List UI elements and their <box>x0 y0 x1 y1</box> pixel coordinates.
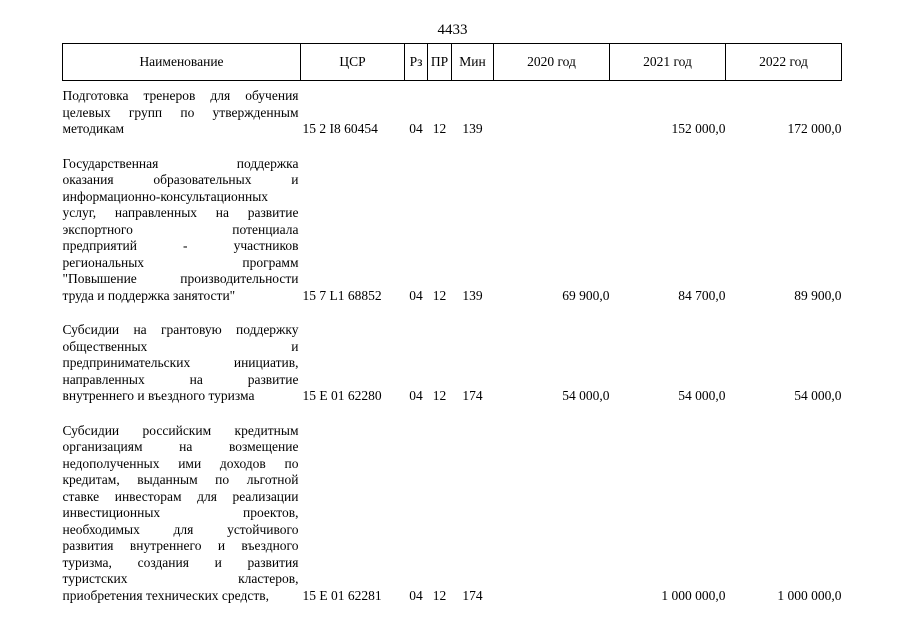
row-csr: 15 7 L1 68852 <box>302 287 382 303</box>
row-value-2022: 1 000 000,0 <box>777 587 842 603</box>
row-min: 174 <box>462 587 483 603</box>
row-csr: 15 2 I8 60454 <box>302 121 378 136</box>
row-rz: 04 <box>409 388 423 403</box>
row-rz: 04 <box>409 587 423 603</box>
row-name-line: предприятий - участников <box>62 238 299 253</box>
row-value-2021: 152 000,0 <box>671 121 726 136</box>
header-pr: ПР <box>428 44 452 81</box>
header-2022: 2022 год <box>726 44 842 81</box>
row-csr: 15 E 01 62280 <box>302 388 382 403</box>
table-body <box>63 81 842 605</box>
row-name-line: целевых групп по утвержденным <box>62 104 299 120</box>
row-name-line: организациям на возмещение <box>62 439 299 454</box>
table-row <box>63 423 842 605</box>
row-name-line: Подготовка тренеров для обучения <box>62 88 299 103</box>
row-pr: 12 <box>432 388 447 403</box>
budget-table <box>62 43 842 604</box>
table-row <box>63 156 842 323</box>
row-name-line: туризма, создания и развития <box>62 554 299 570</box>
page-number: 4433 <box>437 22 468 38</box>
table-row <box>63 322 842 423</box>
row-value-2021: 1 000 000,0 <box>661 587 726 603</box>
header-min: Мин <box>452 44 494 81</box>
row-name-line: методикам <box>62 121 125 136</box>
row-name-line: оказания образовательных и <box>62 172 299 187</box>
row-name-line: развития внутреннего и въездного <box>62 538 299 553</box>
header-rz: Рз <box>405 44 428 81</box>
header-name: Наименование <box>63 44 301 81</box>
row-name-line: приобретения технических средств, <box>62 587 269 603</box>
row-name-line: кредитам, выданным по льготной <box>62 472 299 487</box>
row-pr: 12 <box>432 121 447 136</box>
row-rz: 04 <box>409 287 423 303</box>
row-value-2020: 69 900,0 <box>562 287 610 303</box>
row-name-line: экспортного потенциала <box>62 221 299 237</box>
row-pr: 12 <box>432 587 447 603</box>
row-name-line: информационно-консультационных <box>62 188 269 204</box>
row-name-line: общественных и <box>62 338 299 354</box>
row-name-line: ставке инвесторам для реализации <box>62 488 299 504</box>
row-name <box>63 156 301 323</box>
header-2021: 2021 год <box>610 44 726 81</box>
row-name <box>63 81 301 156</box>
row-min: 174 <box>462 388 483 403</box>
row-name-line: необходимых для устойчивого <box>62 521 299 537</box>
row-value-2020 <box>494 423 610 605</box>
header-2020: 2020 год <box>494 44 610 81</box>
row-value-2021: 84 700,0 <box>678 287 726 303</box>
row-name-line: недополученных ими доходов по <box>62 455 299 471</box>
row-value-2022: 54 000,0 <box>794 388 842 403</box>
row-value-2022: 89 900,0 <box>794 287 842 303</box>
row-name-line: туристских кластеров, <box>62 571 299 586</box>
row-name-line: Субсидии российским кредитным <box>62 422 299 438</box>
row-pr: 12 <box>432 287 447 303</box>
row-value-2022: 172 000,0 <box>787 121 842 136</box>
table-row <box>63 81 842 156</box>
row-value-2021: 54 000,0 <box>678 388 726 403</box>
row-name-line: Государственная поддержка <box>62 155 299 171</box>
header-csr: ЦСР <box>301 44 405 81</box>
row-name <box>63 423 301 605</box>
row-name-line: предпринимательских инициатив, <box>62 355 299 370</box>
row-csr: 15 E 01 62281 <box>302 587 382 603</box>
row-name <box>63 322 301 423</box>
row-name-line: "Повышение производительности <box>62 271 299 286</box>
row-value-2020: 54 000,0 <box>562 388 610 403</box>
row-min: 139 <box>462 121 483 136</box>
row-min: 139 <box>462 287 483 303</box>
row-name-line: внутреннего и въездного туризма <box>62 388 255 403</box>
row-name-line: инвестиционных проектов, <box>62 505 299 520</box>
row-name-line: направленных на развитие <box>62 371 299 387</box>
row-name-line: услуг, направленных на развитие <box>62 205 299 220</box>
row-name-line: Субсидии на грантовую поддержку <box>62 322 299 337</box>
row-name-line: труда и поддержка занятости" <box>62 287 236 303</box>
header-row <box>63 44 842 81</box>
row-value-2020 <box>494 81 610 156</box>
row-name-line: региональных программ <box>62 254 299 270</box>
row-rz: 04 <box>409 121 423 136</box>
table-header <box>63 44 842 81</box>
